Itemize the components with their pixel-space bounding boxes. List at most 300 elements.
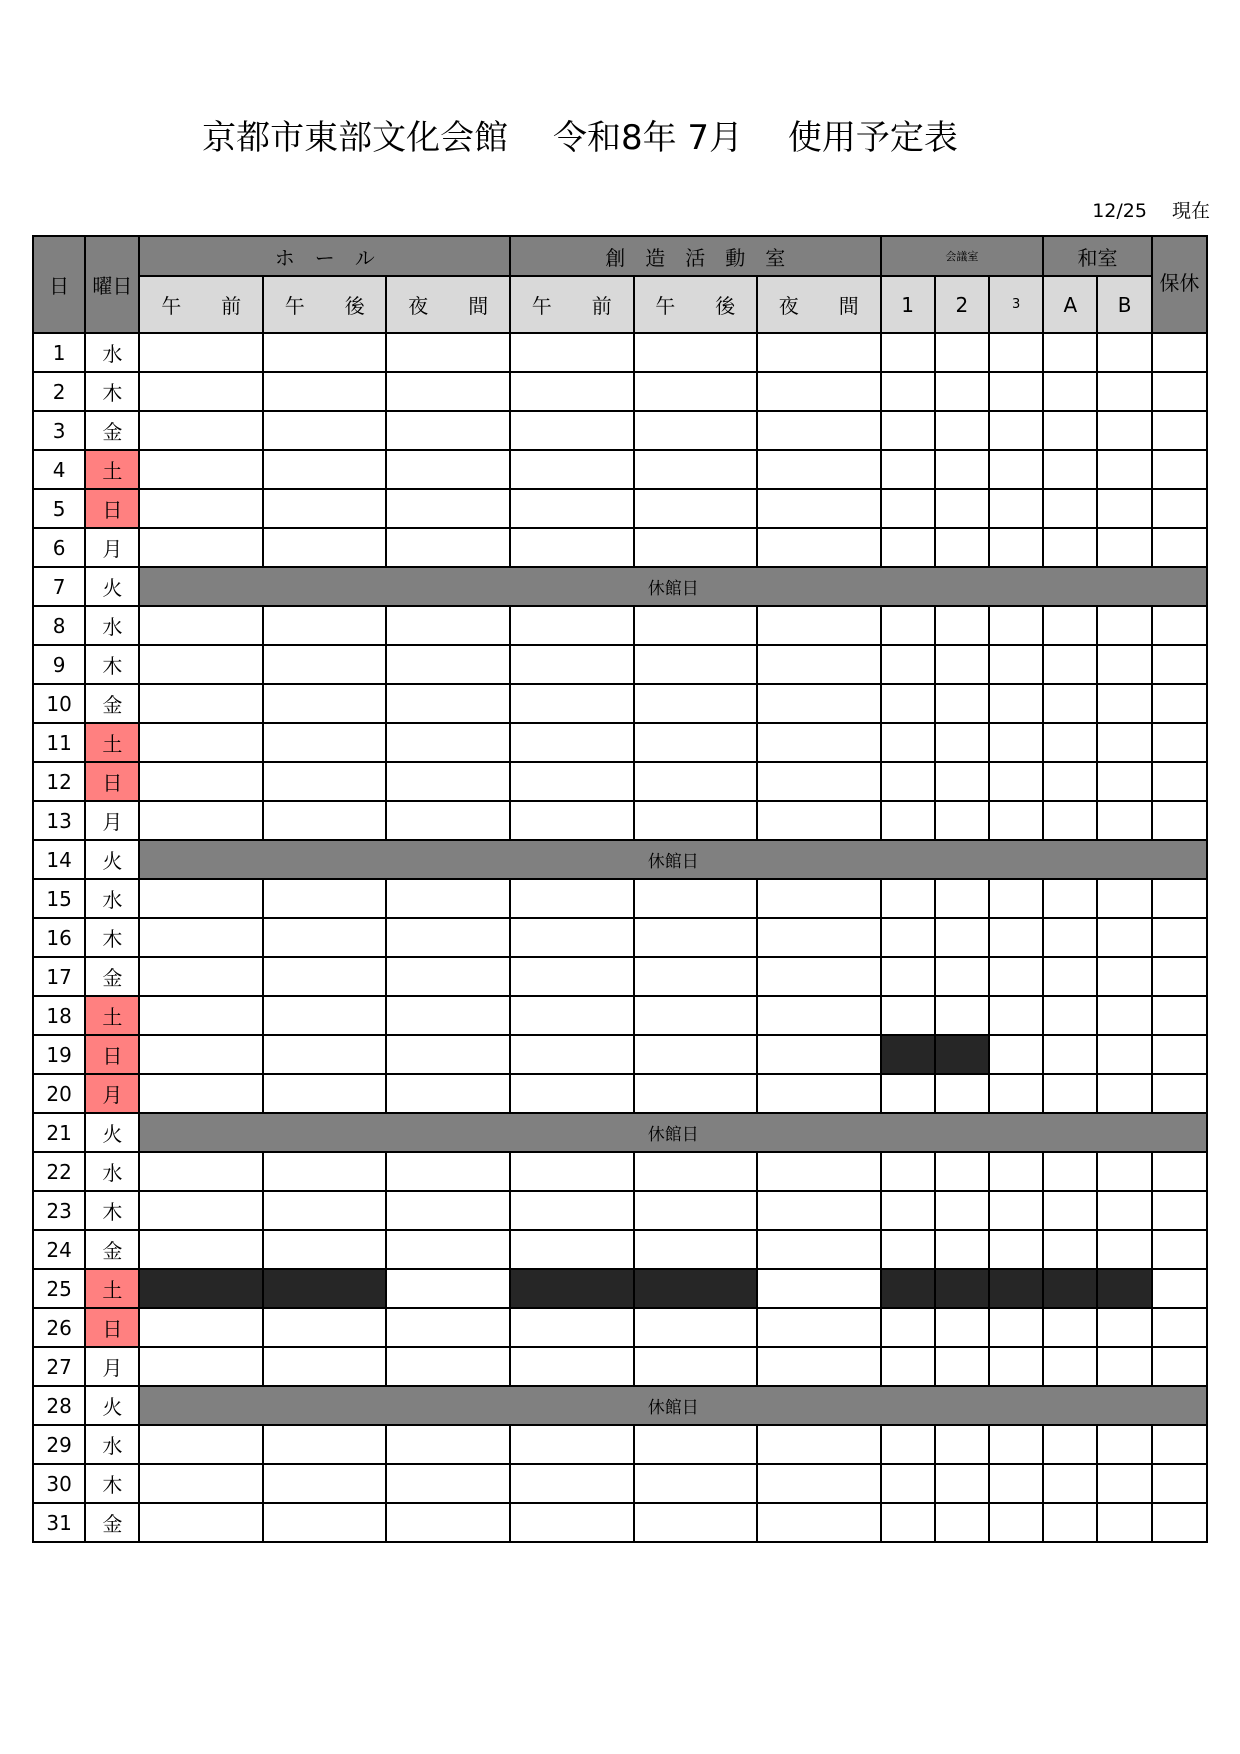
weekday-cell: 金	[85, 1230, 139, 1269]
slot-cell	[881, 606, 935, 645]
slot-cell	[386, 645, 510, 684]
slot-cell	[263, 918, 387, 957]
slot-cell	[1152, 957, 1207, 996]
slot-cell	[757, 1464, 881, 1503]
slot-cell	[386, 333, 510, 372]
slot-cell	[386, 1269, 510, 1308]
slot-cell	[263, 957, 387, 996]
slot-cell	[881, 879, 935, 918]
slot-cell	[989, 1230, 1043, 1269]
weekday-cell: 土	[85, 996, 139, 1035]
slot-cell	[1097, 645, 1151, 684]
slot-cell	[386, 1347, 510, 1386]
slot-cell	[757, 957, 881, 996]
slot-cell	[989, 1308, 1043, 1347]
slot-cell	[139, 801, 263, 840]
slot-cell	[757, 762, 881, 801]
table-row	[33, 1308, 1207, 1347]
slot-cell	[386, 489, 510, 528]
table-row	[33, 684, 1207, 723]
slot-cell	[1097, 996, 1151, 1035]
table-row	[33, 1074, 1207, 1113]
slot-cell	[510, 1191, 634, 1230]
slot-cell	[510, 1347, 634, 1386]
sub-hall-night: 夜 間	[386, 276, 510, 333]
slot-cell	[634, 1464, 758, 1503]
day-cell: 26	[33, 1308, 85, 1347]
slot-cell	[881, 1308, 935, 1347]
slot-cell	[757, 1152, 881, 1191]
slot-cell	[989, 996, 1043, 1035]
table-row	[33, 450, 1207, 489]
day-cell: 23	[33, 1191, 85, 1230]
slot-cell	[1152, 1425, 1207, 1464]
slot-cell	[1097, 1503, 1151, 1542]
slot-cell	[935, 1152, 989, 1191]
weekday-cell: 月	[85, 801, 139, 840]
booked-slot-cell	[935, 1035, 989, 1074]
weekday-cell: 木	[85, 918, 139, 957]
day-cell: 20	[33, 1074, 85, 1113]
slot-cell	[139, 1464, 263, 1503]
slot-cell	[139, 879, 263, 918]
table-row	[33, 1191, 1207, 1230]
slot-cell	[881, 372, 935, 411]
slot-cell	[634, 1152, 758, 1191]
slot-cell	[757, 1425, 881, 1464]
header-japanese-room: 和室	[1043, 236, 1151, 276]
slot-cell	[935, 996, 989, 1035]
slot-cell	[263, 1191, 387, 1230]
day-cell: 6	[33, 528, 85, 567]
slot-cell	[757, 1035, 881, 1074]
day-cell: 2	[33, 372, 85, 411]
slot-cell	[263, 411, 387, 450]
table-row	[33, 1152, 1207, 1191]
slot-cell	[634, 1074, 758, 1113]
slot-cell	[634, 801, 758, 840]
slot-cell	[757, 723, 881, 762]
slot-cell	[1043, 1152, 1097, 1191]
slot-cell	[1043, 1308, 1097, 1347]
slot-cell	[510, 1230, 634, 1269]
slot-cell	[989, 372, 1043, 411]
weekday-cell: 月	[85, 1074, 139, 1113]
slot-cell	[989, 1464, 1043, 1503]
slot-cell	[1043, 372, 1097, 411]
day-cell: 21	[33, 1113, 85, 1152]
slot-cell	[989, 1503, 1043, 1542]
slot-cell	[510, 957, 634, 996]
slot-cell	[634, 1230, 758, 1269]
day-cell: 12	[33, 762, 85, 801]
slot-cell	[263, 684, 387, 723]
slot-cell	[263, 801, 387, 840]
slot-cell	[386, 1191, 510, 1230]
slot-cell	[1152, 879, 1207, 918]
slot-cell	[510, 606, 634, 645]
slot-cell	[1152, 1503, 1207, 1542]
slot-cell	[510, 1464, 634, 1503]
slot-cell	[757, 1191, 881, 1230]
slot-cell	[881, 333, 935, 372]
slot-cell	[881, 528, 935, 567]
slot-cell	[386, 372, 510, 411]
slot-cell	[1043, 606, 1097, 645]
booked-slot-cell	[881, 1269, 935, 1308]
slot-cell	[510, 918, 634, 957]
slot-cell	[757, 879, 881, 918]
slot-cell	[757, 333, 881, 372]
slot-cell	[386, 1425, 510, 1464]
booked-slot-cell	[881, 1035, 935, 1074]
slot-cell	[139, 372, 263, 411]
day-cell: 9	[33, 645, 85, 684]
slot-cell	[139, 1503, 263, 1542]
slot-cell	[510, 489, 634, 528]
slot-cell	[1152, 684, 1207, 723]
slot-cell	[989, 1074, 1043, 1113]
table-row	[33, 996, 1207, 1035]
slot-cell	[510, 723, 634, 762]
closed-day-cell: 休館日	[139, 567, 1207, 606]
sub-meeting-1: 1	[881, 276, 935, 333]
slot-cell	[1152, 1035, 1207, 1074]
slot-cell	[757, 1503, 881, 1542]
slot-cell	[139, 450, 263, 489]
slot-cell	[1097, 801, 1151, 840]
slot-cell	[935, 918, 989, 957]
slot-cell	[1043, 1191, 1097, 1230]
table-row	[33, 1269, 1207, 1308]
weekday-cell: 土	[85, 723, 139, 762]
slot-cell	[510, 879, 634, 918]
slot-cell	[1152, 762, 1207, 801]
slot-cell	[263, 879, 387, 918]
slot-cell	[757, 1308, 881, 1347]
slot-cell	[634, 411, 758, 450]
weekday-cell: 金	[85, 957, 139, 996]
slot-cell	[989, 606, 1043, 645]
slot-cell	[263, 1308, 387, 1347]
slot-cell	[139, 1152, 263, 1191]
slot-cell	[634, 645, 758, 684]
slot-cell	[634, 333, 758, 372]
weekday-cell: 木	[85, 1191, 139, 1230]
slot-cell	[1043, 1464, 1097, 1503]
slot-cell	[935, 489, 989, 528]
page-title: 京都市東部文化会館 令和8年 7月 使用予定表	[202, 118, 958, 158]
slot-cell	[139, 411, 263, 450]
day-cell: 13	[33, 801, 85, 840]
slot-cell	[1043, 1503, 1097, 1542]
day-cell: 25	[33, 1269, 85, 1308]
table-row	[33, 957, 1207, 996]
slot-cell	[634, 723, 758, 762]
sub-creative-morning: 午 前	[510, 276, 634, 333]
booked-slot-cell	[263, 1269, 387, 1308]
slot-cell	[1152, 606, 1207, 645]
slot-cell	[935, 879, 989, 918]
header-day: 日	[33, 236, 85, 333]
slot-cell	[935, 1230, 989, 1269]
slot-cell	[1152, 450, 1207, 489]
sub-creative-night: 夜 間	[757, 276, 881, 333]
sub-creative-afternoon: 午 後	[634, 276, 758, 333]
slot-cell	[1152, 1464, 1207, 1503]
slot-cell	[881, 918, 935, 957]
weekday-cell: 日	[85, 1308, 139, 1347]
header-meeting-room: 会議室	[881, 236, 1044, 276]
table-row	[33, 1113, 1207, 1152]
slot-cell	[510, 411, 634, 450]
slot-cell	[263, 450, 387, 489]
slot-cell	[510, 372, 634, 411]
slot-cell	[263, 996, 387, 1035]
slot-cell	[1097, 957, 1151, 996]
slot-cell	[139, 606, 263, 645]
table-row	[33, 606, 1207, 645]
slot-cell	[1097, 762, 1151, 801]
table-row	[33, 1464, 1207, 1503]
slot-cell	[1097, 723, 1151, 762]
slot-cell	[935, 1464, 989, 1503]
slot-cell	[386, 762, 510, 801]
slot-cell	[989, 723, 1043, 762]
slot-cell	[510, 528, 634, 567]
weekday-cell: 金	[85, 684, 139, 723]
slot-cell	[386, 996, 510, 1035]
slot-cell	[1152, 801, 1207, 840]
weekday-cell: 火	[85, 567, 139, 606]
slot-cell	[881, 450, 935, 489]
slot-cell	[757, 1347, 881, 1386]
table-row	[33, 333, 1207, 372]
slot-cell	[634, 1308, 758, 1347]
day-cell: 19	[33, 1035, 85, 1074]
slot-cell	[263, 606, 387, 645]
slot-cell	[989, 411, 1043, 450]
slot-cell	[935, 372, 989, 411]
slot-cell	[386, 1503, 510, 1542]
slot-cell	[634, 996, 758, 1035]
slot-cell	[989, 1035, 1043, 1074]
weekday-cell: 日	[85, 1035, 139, 1074]
slot-cell	[386, 723, 510, 762]
table-row	[33, 1386, 1207, 1425]
slot-cell	[139, 723, 263, 762]
slot-cell	[510, 1503, 634, 1542]
weekday-cell: 水	[85, 606, 139, 645]
slot-cell	[263, 1152, 387, 1191]
slot-cell	[510, 1035, 634, 1074]
slot-cell	[139, 1191, 263, 1230]
slot-cell	[386, 1074, 510, 1113]
slot-cell	[634, 918, 758, 957]
slot-cell	[1152, 723, 1207, 762]
slot-cell	[881, 1074, 935, 1113]
slot-cell	[757, 450, 881, 489]
slot-cell	[989, 645, 1043, 684]
day-cell: 28	[33, 1386, 85, 1425]
slot-cell	[263, 1074, 387, 1113]
slot-cell	[1097, 684, 1151, 723]
slot-cell	[386, 1308, 510, 1347]
slot-cell	[989, 879, 1043, 918]
weekday-cell: 水	[85, 1152, 139, 1191]
slot-cell	[1152, 1074, 1207, 1113]
slot-cell	[881, 996, 935, 1035]
slot-cell	[1152, 1191, 1207, 1230]
slot-cell	[386, 957, 510, 996]
slot-cell	[1152, 996, 1207, 1035]
slot-cell	[1097, 1347, 1151, 1386]
slot-cell	[881, 1191, 935, 1230]
slot-cell	[510, 684, 634, 723]
slot-cell	[634, 606, 758, 645]
slot-cell	[139, 333, 263, 372]
table-row	[33, 372, 1207, 411]
slot-cell	[139, 1230, 263, 1269]
slot-cell	[881, 1503, 935, 1542]
slot-cell	[989, 684, 1043, 723]
slot-cell	[1097, 1152, 1151, 1191]
sub-japanese-a: A	[1043, 276, 1097, 333]
slot-cell	[139, 1035, 263, 1074]
slot-cell	[510, 1152, 634, 1191]
weekday-cell: 火	[85, 840, 139, 879]
slot-cell	[935, 528, 989, 567]
slot-cell	[386, 411, 510, 450]
slot-cell	[1043, 1035, 1097, 1074]
slot-cell	[386, 801, 510, 840]
header-hall: ホ ー ル	[139, 236, 510, 276]
day-cell: 5	[33, 489, 85, 528]
day-cell: 8	[33, 606, 85, 645]
weekday-cell: 金	[85, 1503, 139, 1542]
slot-cell	[989, 957, 1043, 996]
slot-cell	[386, 1230, 510, 1269]
slot-cell	[510, 333, 634, 372]
slot-cell	[757, 1074, 881, 1113]
slot-cell	[989, 1191, 1043, 1230]
closed-day-cell: 休館日	[139, 1113, 1207, 1152]
day-cell: 17	[33, 957, 85, 996]
slot-cell	[634, 1347, 758, 1386]
table-row	[33, 1230, 1207, 1269]
day-cell: 10	[33, 684, 85, 723]
slot-cell	[1097, 528, 1151, 567]
table-row	[33, 489, 1207, 528]
slot-cell	[1043, 333, 1097, 372]
slot-cell	[634, 1035, 758, 1074]
slot-cell	[935, 1503, 989, 1542]
slot-cell	[386, 879, 510, 918]
day-cell: 14	[33, 840, 85, 879]
slot-cell	[510, 1308, 634, 1347]
slot-cell	[139, 918, 263, 957]
slot-cell	[935, 1308, 989, 1347]
slot-cell	[1152, 1152, 1207, 1191]
slot-cell	[757, 996, 881, 1035]
slot-cell	[935, 1191, 989, 1230]
slot-cell	[935, 762, 989, 801]
day-cell: 30	[33, 1464, 85, 1503]
slot-cell	[1043, 918, 1097, 957]
slot-cell	[757, 684, 881, 723]
slot-cell	[510, 801, 634, 840]
day-cell: 24	[33, 1230, 85, 1269]
sub-meeting-2: 2	[935, 276, 989, 333]
sub-meeting-3: 3	[989, 276, 1043, 333]
slot-cell	[757, 606, 881, 645]
slot-cell	[1043, 723, 1097, 762]
slot-cell	[1043, 1074, 1097, 1113]
slot-cell	[634, 684, 758, 723]
weekday-cell: 火	[85, 1386, 139, 1425]
slot-cell	[386, 1464, 510, 1503]
slot-cell	[510, 1074, 634, 1113]
slot-cell	[634, 528, 758, 567]
weekday-cell: 水	[85, 333, 139, 372]
day-cell: 7	[33, 567, 85, 606]
slot-cell	[634, 1503, 758, 1542]
slot-cell	[989, 918, 1043, 957]
slot-cell	[881, 801, 935, 840]
slot-cell	[989, 1425, 1043, 1464]
slot-cell	[757, 645, 881, 684]
weekday-cell: 土	[85, 450, 139, 489]
slot-cell	[1043, 1347, 1097, 1386]
slot-cell	[881, 957, 935, 996]
booked-slot-cell	[1043, 1269, 1097, 1308]
slot-cell	[139, 684, 263, 723]
slot-cell	[1152, 1230, 1207, 1269]
schedule-table	[32, 235, 1208, 1543]
day-cell: 4	[33, 450, 85, 489]
table-row	[33, 918, 1207, 957]
slot-cell	[510, 645, 634, 684]
slot-cell	[263, 1464, 387, 1503]
slot-cell	[139, 1074, 263, 1113]
slot-cell	[139, 489, 263, 528]
slot-cell	[881, 1230, 935, 1269]
slot-cell	[757, 1269, 881, 1308]
slot-cell	[1152, 918, 1207, 957]
slot-cell	[263, 1035, 387, 1074]
slot-cell	[757, 372, 881, 411]
slot-cell	[386, 606, 510, 645]
slot-cell	[1097, 411, 1151, 450]
slot-cell	[881, 684, 935, 723]
as-of-date: 12/25 現在	[1092, 200, 1210, 222]
slot-cell	[263, 645, 387, 684]
slot-cell	[989, 1347, 1043, 1386]
table-row	[33, 411, 1207, 450]
slot-cell	[139, 957, 263, 996]
slot-cell	[634, 372, 758, 411]
slot-cell	[510, 762, 634, 801]
day-cell: 16	[33, 918, 85, 957]
slot-cell	[1152, 1347, 1207, 1386]
table-row	[33, 645, 1207, 684]
slot-cell	[935, 645, 989, 684]
slot-cell	[139, 1347, 263, 1386]
slot-cell	[263, 1425, 387, 1464]
table-row	[33, 879, 1207, 918]
table-row	[33, 528, 1207, 567]
slot-cell	[1152, 372, 1207, 411]
